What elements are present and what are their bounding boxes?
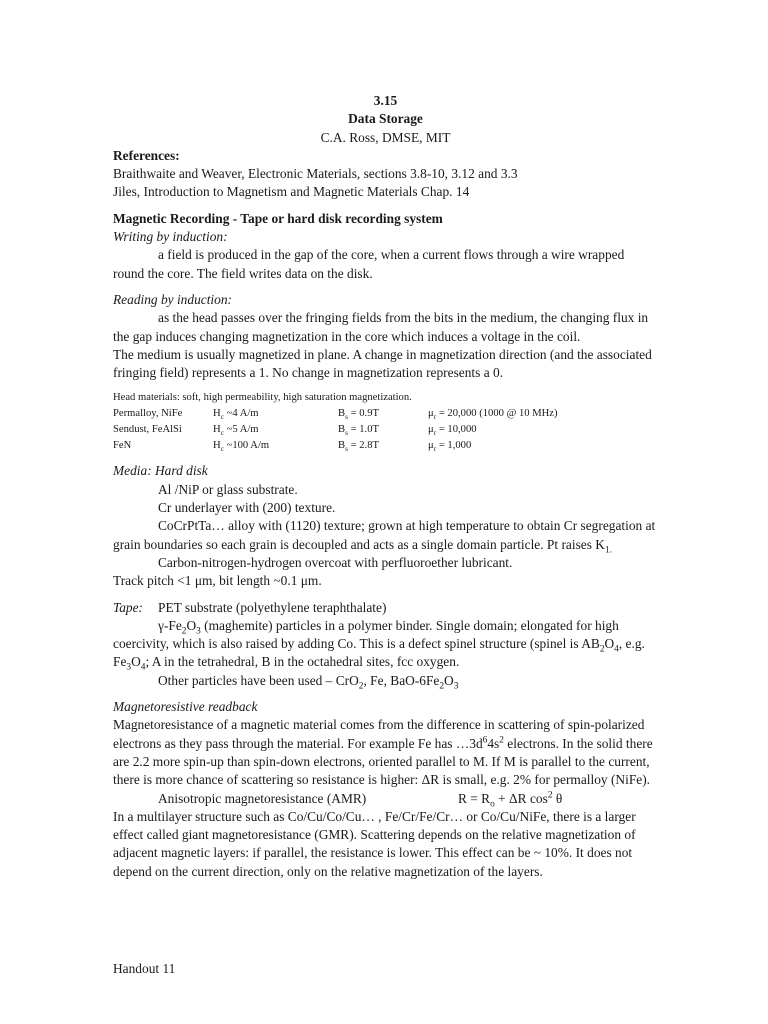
media-underlayer: Cr underlayer with (200) texture. xyxy=(158,500,336,516)
saturation: $B_s = 0.9T$ xyxy=(338,408,379,422)
tape-other-particles: Other particles have been used – CrO$_2$, Fe, BaO-$6Fe_2O_3$ xyxy=(158,672,459,692)
media-overcoat: Carbon-nitrogen-hydrogen overcoat with perfluoroether lubricant. xyxy=(158,554,513,570)
saturation: $B_s = 2.8T$ xyxy=(338,440,379,454)
author-line: C.A. Ross, DMSE, MIT xyxy=(320,129,451,145)
document-page xyxy=(113,92,658,881)
material-name: Permalloy, NiFe xyxy=(113,408,183,420)
mr-heading: Magnetoresistive readback xyxy=(113,699,258,715)
coercivity: $H_c$ ~100 A/m xyxy=(213,440,270,454)
medium-text: The medium is usually magnetized in plane. A change in magnetization direction (and the associated fringing field) represents a 1. No change in magnetization represents a 0. xyxy=(113,346,652,381)
material-name: Sendust, FeAlSi xyxy=(113,424,182,436)
document-title: Data Storage xyxy=(348,111,423,127)
permeability: $\mu_r = 20,000$ (1000 @ 10 MHz) xyxy=(428,408,558,422)
tape-particles: $\gamma-Fe_2O_3$ (maghemite) particles in a polymer binder. Single domain; elongated for high coercivity, which is also raised by adding Co. This is a defect spinel structure (spinel is $AB_2O_4$, e.g. $Fe_3O_4$; A in the tetrahedral, B in the octahedral sites, fcc oxygen. xyxy=(113,617,645,674)
media-substrate: Al /NiP or glass substrate. xyxy=(158,481,298,497)
table-row xyxy=(113,406,658,422)
footer-handout: Handout 11 xyxy=(113,961,176,976)
head-materials-heading: Head materials: soft, high permeability, high saturation magnetization. xyxy=(113,392,412,404)
material-name: FeN xyxy=(113,440,132,452)
magnetic-recording-heading: Magnetic Recording - Tape or hard disk recording system xyxy=(113,210,443,226)
tape-substrate: PET substrate (polyethylene teraphthalate) xyxy=(158,599,387,615)
amr-label: Anisotropic magnetoresistance (AMR) xyxy=(158,790,367,806)
reference-item-2: Jiles, Introduction to Magnetism and Magnetic Materials Chap. 14 xyxy=(113,184,470,200)
amr-equation: $R = R_o + \Delta R$ $\cos^2 \theta$ xyxy=(458,790,563,810)
coercivity: $H_c$ ~5 A/m xyxy=(213,424,259,438)
reference-item-1: Braithwaite and Weaver, Electronic Materials, sections 3.8-10, 3.12 and 3.3 xyxy=(113,166,518,182)
permeability: $\mu_r = 10,000$ xyxy=(428,424,477,438)
references-heading: References: xyxy=(113,147,180,163)
table-row xyxy=(113,438,658,454)
course-number: 3.15 xyxy=(373,93,398,108)
mr-paragraph-1: Magnetoresistance of a magnetic material comes from the difference in scattering of spin-polarized electrons as they pass through the material. For example Fe has $\dots 3d^64s^2$ electrons. In the solid there are 2.2 more spin-up than spin-down electrons, oriented parallel to M. If M is parallel to the current, there is more chance of scattering so resistance is higher: ΔR is small, e.g. 2% for permalloy (NiFe). xyxy=(113,717,653,788)
coercivity: $H_c$ ~4 A/m xyxy=(213,408,259,422)
tape-row xyxy=(113,599,658,617)
amr-row xyxy=(113,790,658,808)
writing-heading: Writing by induction: xyxy=(113,229,228,245)
permeability: $\mu_r = 1,000$ xyxy=(428,440,472,454)
writing-text: a field is produced in the gap of the core, when a current flows through a wire wrapped round the core. The field writes data on the disk. xyxy=(113,247,625,281)
tape-label: Tape: xyxy=(113,599,144,615)
head-materials-table xyxy=(113,406,658,454)
media-heading: Media: Hard disk xyxy=(113,463,208,479)
table-row xyxy=(113,422,658,438)
reading-text: as the head passes over the fringing fields from the bits in the medium, the changing flux in the gap induces changing magnetization in the core which induces a voltage in the coil. xyxy=(113,310,649,344)
mr-paragraph-2: In a multilayer structure such as Co/Cu/Co/Cu… , Fe/Cr/Fe/Cr… or Co/Cu/NiFe, there is a larger effect called giant magnetoresistance (GMR). Scattering depends on the relative magnetization of adjacent magnetic layers: if parallel, the resistance is lower. This effect can be ~ 10%. It does not depend on the current direction, only on the relative magnetization of the layers. xyxy=(113,808,636,879)
reading-heading: Reading by induction: xyxy=(113,291,232,307)
saturation: $B_s = 1.0T$ xyxy=(338,424,379,438)
media-track: Track pitch <1 μm, bit length ~0.1 μm. xyxy=(113,573,322,589)
media-alloy: CoCrPtTa… alloy with (1120) texture; grown at high temperature to obtain Cr segregation at grain boundaries so each grain is decoupled and acts as a single domain particle. Pt raises $K_{1.}$ xyxy=(113,518,656,556)
